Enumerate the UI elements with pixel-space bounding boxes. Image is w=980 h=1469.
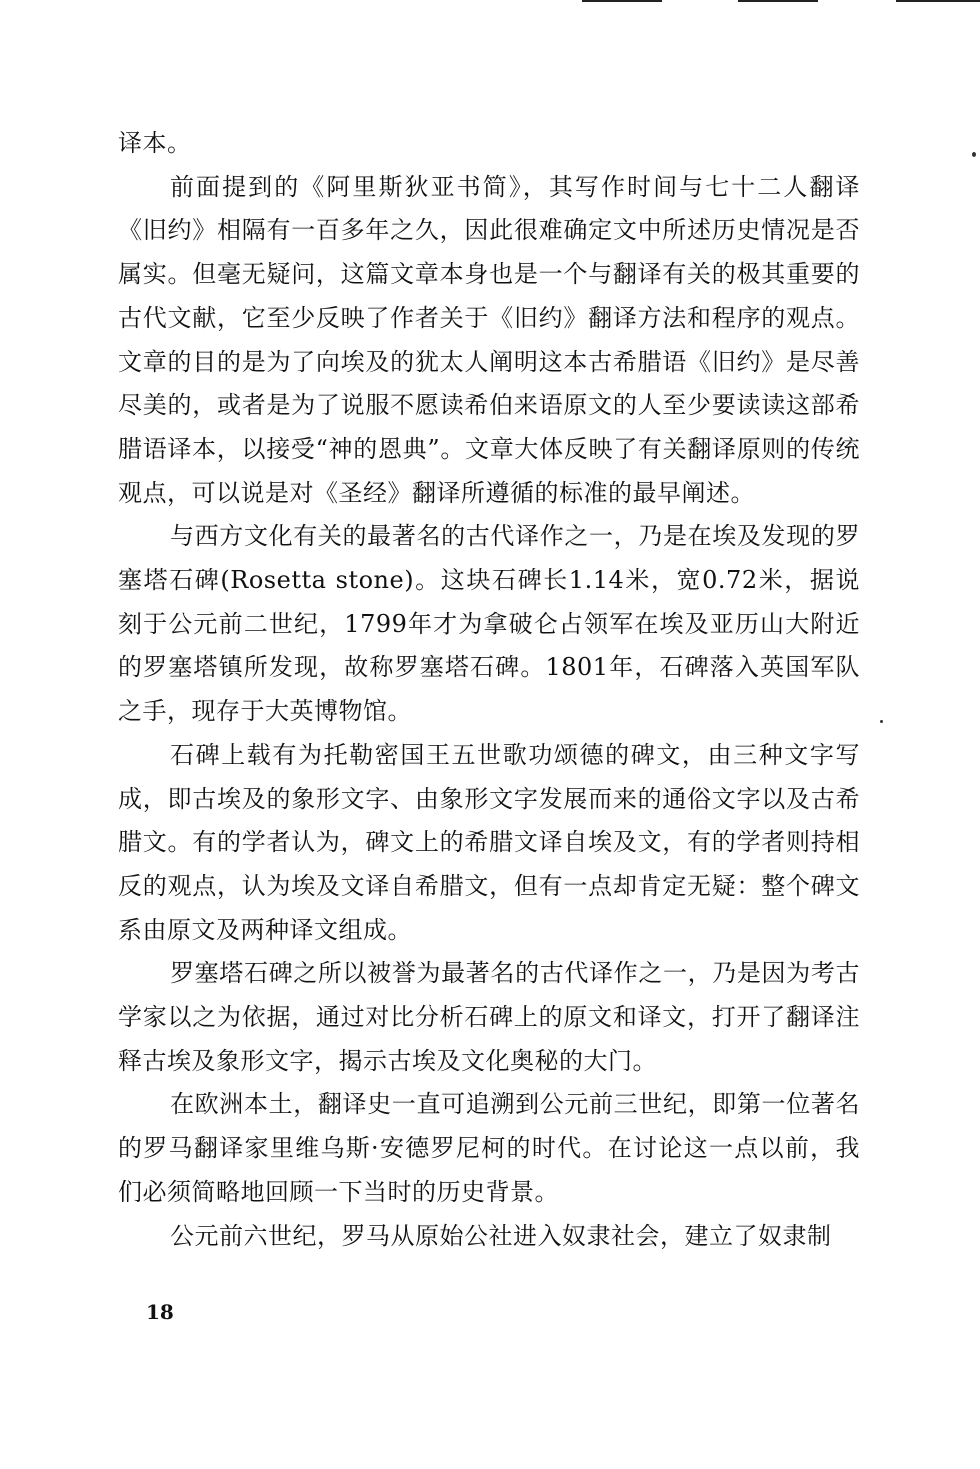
paragraph-6: 在欧洲本土，翻译史一直可追溯到公元前三世纪，即第一位著名的罗马翻译家里维乌斯·安德罗尼柯的时代。在讨论这一点以前，我们必须简略地回顾一下当时的历史背景。	[118, 1090, 860, 1206]
top-rule-right	[896, 0, 980, 2]
top-rule-middle	[738, 0, 818, 2]
paragraph-1: 译本。	[118, 129, 192, 157]
top-rule-left	[582, 0, 662, 2]
body-text	[118, 122, 860, 1258]
paragraph-5: 罗塞塔石碑之所以被誉为最著名的古代译作之一，乃是因为考古学家以之为依据，通过对比分析石碑上的原文和译文，打开了翻译注释古埃及象形文字，揭示古埃及文化奥秘的大门。	[118, 959, 860, 1075]
scan-speck	[972, 152, 976, 157]
scan-speck	[880, 720, 883, 723]
paragraph-3: 与西方文化有关的最著名的古代译作之一，乃是在埃及发现的罗塞塔石碑(Rosetta stone)。这块石碑长1.14米，宽0.72米，据说刻于公元前二世纪，1799年才为拿破仑占领军在埃及亚历山大附近的罗塞塔镇所发现，故称罗塞塔石碑。1801年，石碑落入英国军队之手，现存于大英博物馆。	[118, 522, 860, 726]
paragraph-4: 石碑上载有为托勒密国王五世歌功颂德的碑文，由三种文字写成，即古埃及的象形文字、由象形文字发展而来的通俗文字以及古希腊文。有的学者认为，碑文上的希腊文译自埃及文，有的学者则持相反的观点，认为埃及文译自希腊文，但有一点却肯定无疑：整个碑文系由原文及两种译文组成。	[118, 740, 860, 944]
paragraph-2: 前面提到的《阿里斯狄亚书简》，其写作时间与七十二人翻译《旧约》相隔有一百多年之久，因此很难确定文中所述历史情况是否属实。但毫无疑问，这篇文章本身也是一个与翻译有关的极其重要的古代文献，它至少反映了作者关于《旧约》翻译方法和程序的观点。文章的目的是为了向埃及的犹太人阐明这本古希腊语《旧约》是尽善尽美的，或者是为了说服不愿读希伯来语原文的人至少要读读这部希腊语译本，以接受“神的恩典”。文章大体反映了有关翻译原则的传统观点，可以说是对《圣经》翻译所遵循的标准的最早阐述。	[118, 172, 860, 507]
paragraph-7: 公元前六世纪，罗马从原始公社进入奴隶社会，建立了奴隶制	[170, 1221, 832, 1250]
page-number: 18	[146, 1300, 174, 1324]
